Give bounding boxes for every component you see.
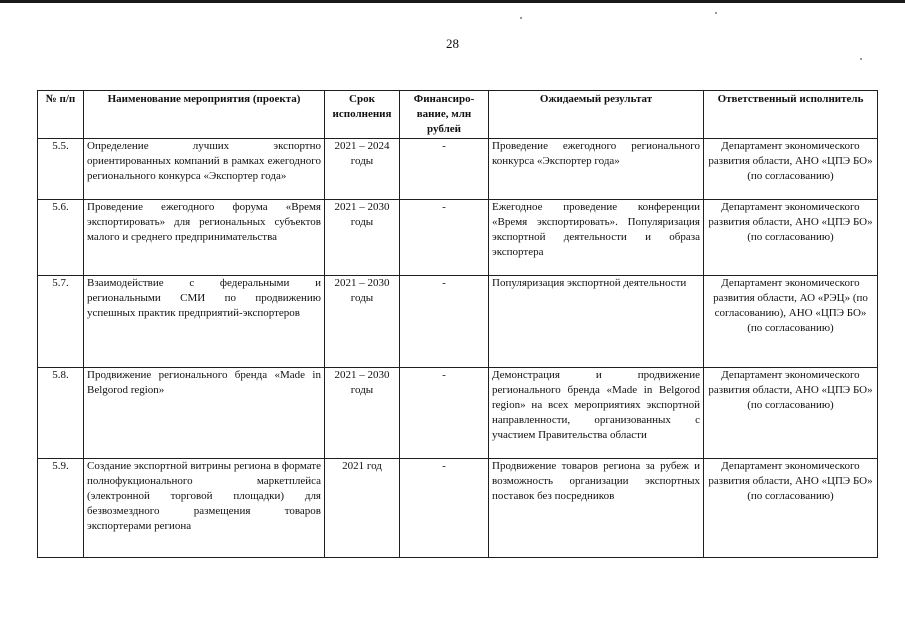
cell-executor: Департамент экономического развития области, АНО «ЦПЭ БО» (по согласованию) — [704, 459, 878, 558]
cell-name: Продвижение регионального бренда «Made in Belgorod region» — [84, 368, 325, 459]
table-row — [38, 276, 878, 368]
cell-finance: - — [400, 139, 489, 200]
table-header-row — [38, 91, 878, 139]
cell-result: Демонстрация и продвижение регионального бренда «Made in Belgorod region» на всех мероприятиях экспортной направленности, организованных с участием Правительства области — [489, 368, 704, 459]
cell-name: Создание экспортной витрины региона в формате полнофукционального маркетплейса (электронной торговой площадки) для безвозмездного размещения товаров экспортерами региона — [84, 459, 325, 558]
cell-term: 2021 год — [325, 459, 400, 558]
cell-name: Взаимодействие с федеральными и региональными СМИ по продвижению успешных практик предприятий-экспортеров — [84, 276, 325, 368]
scan-speck — [715, 12, 717, 14]
cell-executor: Департамент экономического развития области, АО «РЭЦ» (по согласованию), АНО «ЦПЭ БО» (по согласованию) — [704, 276, 878, 368]
cell-finance: - — [400, 459, 489, 558]
cell-num: 5.6. — [38, 200, 84, 276]
header-finance: Финансиро-вание, млн рублей — [400, 91, 489, 139]
table-row — [38, 459, 878, 558]
header-num: № п/п — [38, 91, 84, 139]
table-row — [38, 139, 878, 200]
cell-result: Проведение ежегодного регионального конкурса «Экспортер года» — [489, 139, 704, 200]
header-result: Ожидаемый результат — [489, 91, 704, 139]
scan-speck — [860, 58, 862, 60]
cell-term: 2021 – 2030 годы — [325, 276, 400, 368]
cell-name: Определение лучших экспортно ориентированных компаний в рамках ежегодного регионального конкурса «Экспортер года» — [84, 139, 325, 200]
header-name: Наименование мероприятия (проекта) — [84, 91, 325, 139]
cell-num: 5.5. — [38, 139, 84, 200]
top-border-line — [0, 0, 905, 3]
cell-finance: - — [400, 200, 489, 276]
cell-term: 2021 – 2024 годы — [325, 139, 400, 200]
header-term: Срок исполнения — [325, 91, 400, 139]
cell-num: 5.9. — [38, 459, 84, 558]
cell-term: 2021 – 2030 годы — [325, 368, 400, 459]
cell-term: 2021 – 2030 годы — [325, 200, 400, 276]
cell-finance: - — [400, 368, 489, 459]
cell-result: Ежегодное проведение конференции «Время экспортировать». Популяризация экспортной деятельности и образа экспортера — [489, 200, 704, 276]
cell-finance: - — [400, 276, 489, 368]
cell-executor: Департамент экономического развития области, АНО «ЦПЭ БО» (по согласованию) — [704, 200, 878, 276]
header-executor: Ответственный исполнитель — [704, 91, 878, 139]
cell-num: 5.7. — [38, 276, 84, 368]
page-number: 28 — [446, 36, 459, 51]
cell-name: Проведение ежегодного форума «Время экспортировать» для региональных субъектов малого и среднего предпринимательства — [84, 200, 325, 276]
table-row — [38, 200, 878, 276]
scan-speck — [520, 17, 522, 19]
cell-executor: Департамент экономического развития области, АНО «ЦПЭ БО» (по согласованию) — [704, 139, 878, 200]
cell-num: 5.8. — [38, 368, 84, 459]
table-row — [38, 368, 878, 459]
cell-executor: Департамент экономического развития области, АНО «ЦПЭ БО» (по согласованию) — [704, 368, 878, 459]
cell-result: Популяризация экспортной деятельности — [489, 276, 704, 368]
cell-result: Продвижение товаров региона за рубеж и возможность организации экспортных поставок без посредников — [489, 459, 704, 558]
action-plan-table — [37, 90, 878, 558]
